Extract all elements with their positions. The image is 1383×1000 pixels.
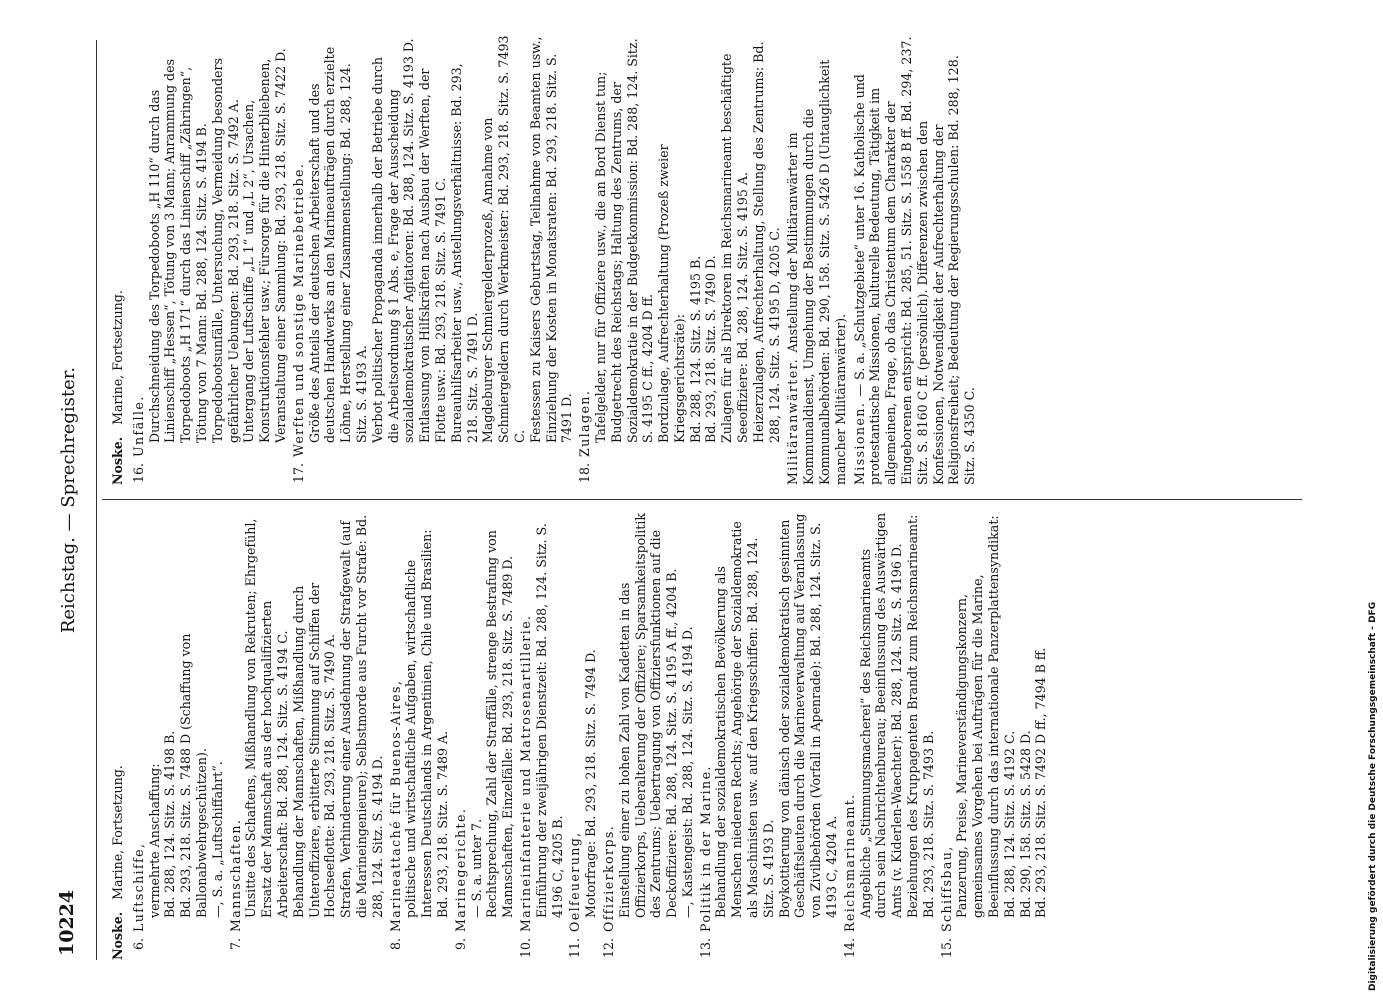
entry-line: Angebliche „Stimmungsmacherei“ des Reichsmarineamts durch sein Nachrichtenbureau; Beeinflussung des Auswärtigen Amts (v. Kiderlen-Waechter): Bd. 288, 124. Sitz. S. 4196 D. bbox=[857, 512, 905, 918]
rotated-page bbox=[30, 30, 1310, 970]
entry-line: —, S. a. „Luftschiffahrt“. bbox=[209, 761, 225, 918]
header-rule bbox=[96, 40, 97, 960]
right-column bbox=[110, 35, 978, 485]
entry-line: Bd. 293, 218. Sitz. S. 7488 D (Schaffung von Ballonabwehrgeschützen). bbox=[178, 633, 209, 918]
entry-text: Anstellung der Militäranwärter im Kommunaldienst, Umgehung der Bestimmungen durch die Kommunalbehörden: Bd. 290, 158. Sitz. S. 5426 D (Untauglichkeit mancher Militäranwärter). bbox=[785, 59, 848, 485]
entry-line: —, Kastengeist: Bd. 288, 124. Sitz. S. 4194 D. bbox=[679, 626, 695, 918]
column-rule bbox=[102, 499, 1302, 500]
entry-title: Oelfeuerung, bbox=[567, 831, 583, 932]
entry-title: Luftschiffe, bbox=[130, 842, 146, 932]
entry-number: 12. bbox=[600, 938, 616, 959]
entry-line: — S. a. unter 7. bbox=[468, 818, 484, 918]
entry-title: Marineinfanterie und Matrosenartillerie. bbox=[517, 614, 533, 932]
register-entry bbox=[601, 510, 696, 960]
right-extra-entries bbox=[785, 35, 978, 485]
running-head-right bbox=[110, 35, 126, 485]
entry-title: Militäranwärter. bbox=[785, 352, 801, 485]
entry-title: Mannschaften. bbox=[227, 818, 243, 932]
register-entry bbox=[518, 510, 565, 960]
entry-number: 11. bbox=[567, 938, 583, 959]
entry-line: Größe des Anteils der deutschen Arbeiterschaft und des deutschen Handwerks an den Marineaufträgen durch erzielte Löhne, Herstellung einer Zusammenstellung: Bd. 288, 124. Sitz. S. 4193 A. bbox=[306, 46, 369, 443]
entry-number: 14. bbox=[841, 938, 857, 959]
entry-line: Einstellung einer zu hohen Zahl von Kadetten in das Offizierkorps, Ueberalterung der Offiziere; Sparsamkeitspolitik des Zentrums; Uebertragung von Offiziersfunktionen auf die Deckoffiziere: Bd. 288, 124. Sitz. S. 4195 A ff., 4204 B. bbox=[616, 512, 680, 918]
entry-text: — S. a. „Schutzgebiete“ unter 16. Katholische und protestantische Missionen, kulturelle Bedeutung, Tätigkeit im allgemeinen, Frage, ob das Christentum dem Charakter der Eingeborenen entspricht: Bd. 285, 51. Sitz. S. 1558 B ff. Bd. 294, 237. Sitz. S. 8160 C ff. (persönlich). Differenzen zwischen den Konfessionen, Notwendigkeit der Aufrechterhaltung der Religionsfreiheit; Bedeutung der Regierungsschulen: Bd. 288, 128. Sitz. S. 4350 C. bbox=[851, 36, 978, 485]
entry-number: 8. bbox=[387, 938, 403, 951]
entry-title: Werften und sonstige Marinebetriebe. bbox=[290, 162, 306, 457]
entry-line: Behandlung der Mannschaften, Mißhandlung durch Unteroffiziere, erbitterte Stimmung auf Schiffen der Hochseeflotte: Bd. 293, 218. Sitz. S. 7490 A. bbox=[290, 582, 338, 918]
entry-line: Heizerzulagen, Aufrechterhaltung, Stellung des Zentrums: Bd. 288, 124. Sitz. S. 4195 D, 4205 C. bbox=[750, 41, 782, 443]
continuation-label: Marine, Fortsetzung. bbox=[110, 290, 125, 425]
continuation-label: Marine, Fortsetzung. bbox=[110, 765, 125, 900]
entry-line: Tafelgelder, nur für Offiziere usw., die an Bord Dienst tun; Budgetrecht des Reichstags; Haltung des Zentrums, der Sozialdemokratie in der Budgetkommission: Bd. 288, 124. Sitz. S. 4195 C ff., 4204 D ff. bbox=[592, 38, 656, 443]
entry-line: Torpedobootsunfälle, Untersuchung, Vermeidung besonders gefährlicher Uebungen: Bd. 293, 218. Sitz. S. 7492 A. bbox=[209, 58, 241, 443]
entry-line: Bd. 288, 124. Sitz. S. 4195 B. bbox=[687, 255, 703, 443]
entry-title: Politik in der Marine. bbox=[697, 765, 713, 932]
entry-title: Marineattaché für Buenos-Aires, bbox=[387, 679, 403, 932]
entry-line: vermehrte Anschaffung: bbox=[146, 763, 162, 918]
headword: Noske. bbox=[110, 911, 125, 960]
entry-title: Offizierkorps. bbox=[600, 824, 616, 932]
register-entry bbox=[577, 35, 782, 485]
entry-line: Beziehungen des Kruppagenten Brandt zum Reichsmarineamt: Bd. 293, 218. Sitz. S. 7493 B. bbox=[905, 514, 936, 918]
right-entries bbox=[131, 35, 783, 485]
register-entry bbox=[291, 35, 575, 485]
entry-number: 15. bbox=[938, 938, 954, 959]
entry-line: Bd. 290, 158. Sitz. S. 5428 D. bbox=[1017, 730, 1033, 918]
entry-title: Marinegerichte. bbox=[452, 807, 468, 932]
entry-line: politische und wirtschaftliche Aufgaben, wirtschaftliche Interessen Deutschlands in Argentinien, Chile und Brasilien: Bd. 293, 218. Sitz. S. 7489 A. bbox=[403, 529, 450, 918]
entry-line: Bureauhilfsarbeiter usw., Anstellungsverhältnisse: Bd. 293, 218. Sitz. S. 7491 D. bbox=[448, 63, 480, 443]
entry-line: Rechtsprechung, Zahl der Straffälle, strenge Bestrafung von Mannschaften, Einzelfälle: Bd. 293, 218. Sitz. S. 7489 D. bbox=[484, 530, 516, 918]
register-entry bbox=[453, 510, 516, 960]
entry-line: Bd. 293, 218. Sitz. S. 7490 D. bbox=[703, 255, 719, 443]
entry-number: 10. bbox=[517, 938, 533, 959]
entry-line: Bd. 293, 218. Sitz. S. 7492 D ff., 7494 B ff. bbox=[1033, 647, 1049, 918]
left-entries bbox=[131, 510, 1049, 960]
running-head-left bbox=[110, 510, 126, 960]
headword: Noske. bbox=[110, 436, 125, 485]
register-entry bbox=[698, 510, 840, 960]
entry-line: Behandlung der sozialdemokratischen Bevölkerung als Menschen niederen Rechts; Angehörige der Sozialdemokratie als Maschinisten usw. auf den Kriegsschiffen: Bd. 288, 124. Sitz. S. 4193 D. bbox=[713, 521, 776, 918]
entry-line: Bd. 288, 124. Sitz. S. 4192 C. bbox=[1001, 730, 1017, 918]
entry-line: Untergang der Luftschiffe „L 1“ und „L 2“, Ursachen, Konstruktionsfehler usw.; Fürsorge für die Hinterbliebenen, Veranstaltung einer Sammlung: Bd. 293, 218. Sitz. S. 7422 D. bbox=[241, 48, 288, 443]
entry-line: Unsitte des Schaftens, Mißhandlung von Rekruten; Ehrgefühl, Ersatz der Mannschaft aus der hochqualifizierten Arbeiterschaft: Bd. 288, 124. Sitz. S. 4194 C. bbox=[243, 518, 290, 918]
entry-number: 18. bbox=[577, 463, 593, 484]
register-entry bbox=[131, 35, 289, 485]
entry-line: Bd. 288, 124. Sitz. S. 4198 B. bbox=[162, 730, 178, 918]
entry-title: Schiffsbau, bbox=[938, 845, 954, 932]
register-entry-unnumbered bbox=[852, 35, 978, 485]
entry-title: Reichsmarineamt. bbox=[841, 793, 857, 932]
entry-line: Panzerung, Preise, Marineverständigungskonzern, gemeinsames Vorgehen bei Aufträgen für die Marine, Beeinflussung durch das internationale Panzerplattensyndikat: bbox=[954, 515, 1002, 918]
entry-line: Entlassung von Hilfskräften nach Ausbau der Werften, der Flotte usw.: Bd. 293, 218. Sitz. S. 7491 C. bbox=[417, 68, 448, 443]
register-entry-unnumbered bbox=[785, 35, 848, 485]
register-entry bbox=[131, 510, 226, 960]
page-title: Reichstag. — Sprechregister. bbox=[58, 366, 79, 634]
left-column bbox=[110, 510, 1051, 960]
entry-number: 7. bbox=[227, 938, 243, 951]
entry-number: 13. bbox=[697, 938, 713, 959]
register-entry bbox=[567, 510, 599, 960]
entry-number: 17. bbox=[290, 463, 306, 484]
entry-title: Zulagen. bbox=[577, 389, 593, 457]
entry-line: Zulagen für als Direktoren im Reichsmarineamt beschäftigte Seeoffiziere: Bd. 288, 124. Sitz. S. 4195 A. bbox=[719, 53, 751, 443]
entry-title: Unfälle. bbox=[130, 395, 146, 457]
entry-number: 16. bbox=[130, 463, 146, 484]
register-entry bbox=[228, 510, 386, 960]
entry-line: Motorfrage: Bd. 293, 218. Sitz. S. 7494 D. bbox=[583, 649, 599, 918]
entry-number: 9. bbox=[452, 938, 468, 951]
entry-line: Magdeburger Schmiergelderprozeß, Annahme von Schmiergeldern durch Werkmeister: Bd. 293, 218. Sitz. S. 7493 C. bbox=[480, 35, 527, 443]
register-entry bbox=[939, 510, 1050, 960]
dfg-sidebar bbox=[1365, 6, 1381, 991]
entry-line: Bordzulage, Aufrechterhaltung (Prozeß zweier Kriegsgerichtsräte): bbox=[656, 144, 687, 443]
entry-line: Boykottierung von dänisch oder sozialdemokratisch gesinnten Geschäftsleuten durch die Marineverwaltung auf Veranlassung von Zivilbehörden (Vorfall in Apenrade): Bd. 288, 124. Sitz. S. 4193 C, 4204 A. bbox=[776, 513, 840, 918]
page-number: 10224 bbox=[56, 889, 78, 956]
entry-line: Festessen zu Kaisers Geburtstag, Teilnahme von Beamten usw., Einziehung der Kosten in Monatsraten: Bd. 293, 218. Sitz. S. 7491 D. bbox=[527, 36, 575, 443]
entry-number: 6. bbox=[130, 938, 146, 951]
register-entry bbox=[388, 510, 451, 960]
register-entry bbox=[842, 510, 937, 960]
entry-line: Durchschneidung des Torpedoboots „H 110“ durch das Linienschiff „Hessen“, Tötung von 3 Mann; Anrammung des Torpedoboots „H 171“ durch das Linienschiff „Zähringen“, Tötung von 7 Mann: Bd. 288, 124. Sitz. S. 4194 B. bbox=[146, 58, 209, 443]
entry-line: Einführung der zweijährigen Dienstzeit: Bd. 288, 124. Sitz. S. 4196 C, 4205 B. bbox=[533, 523, 565, 918]
entry-line: Verbot politischer Propaganda innerhalb der Betriebe durch die Arbeitsordnung § 1 Abs. e, Frage der Ausscheidung sozialdemokratischer Agitatoren: Bd. 288, 124. Sitz. S. 4193 D. bbox=[369, 38, 417, 443]
dfg-funding-note: Digitalisierung gefördert durch die Deutsche Forschungsgemeinschaft - DFG bbox=[1368, 601, 1378, 991]
entry-title: Missionen. bbox=[851, 396, 867, 485]
entry-line: Strafen, Verhinderung einer Ausdehnung der Strafgewalt (auf die Marineingenieure); Selbstmorde aus Furcht vor Strafe: Bd. 288, 124. Sitz. S. 4194 D. bbox=[338, 514, 385, 918]
